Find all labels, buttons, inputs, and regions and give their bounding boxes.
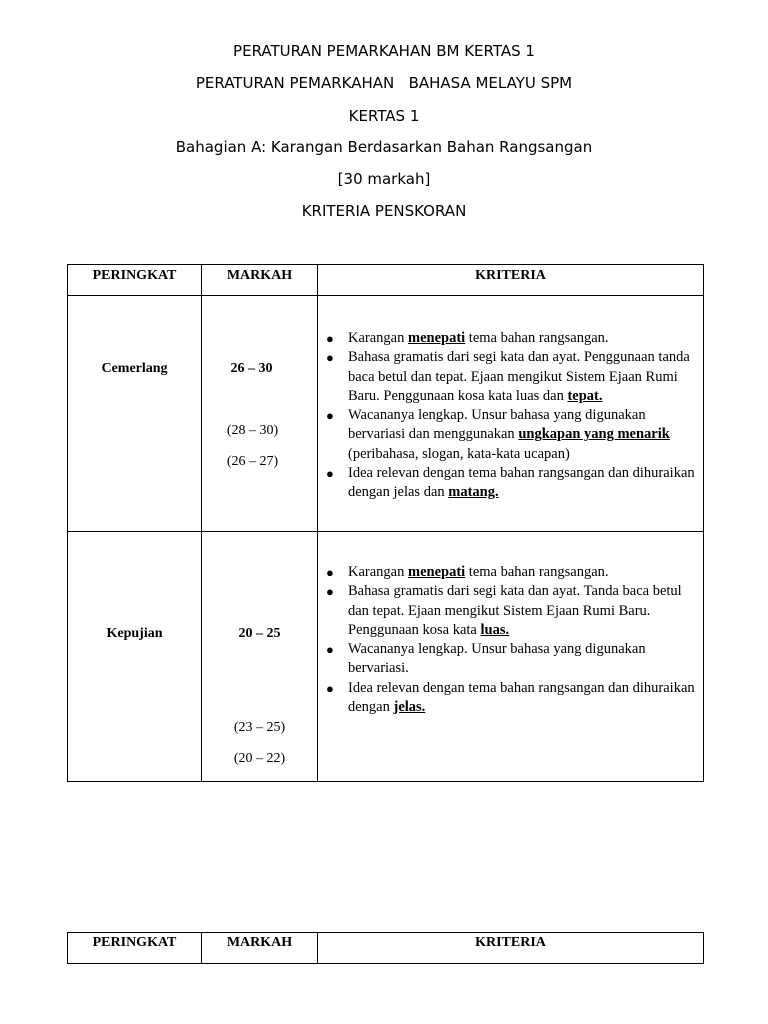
list-item: ● Karangan menepati tema bahan rangsangan. — [318, 563, 697, 582]
bullet-dot-icon: ● — [326, 642, 334, 658]
bullet-dot-icon: ● — [326, 584, 334, 600]
marks-range: 20 – 25 — [238, 626, 281, 641]
list-item: ● Karangan menepati tema bahan rangsangan. — [318, 329, 697, 348]
marks-cell — [202, 296, 318, 532]
bullet-dot-icon: ● — [326, 331, 334, 346]
bullet-dot-icon: ● — [326, 408, 334, 424]
section-title: Bahagian A: Karangan Berdasarkan Bahan Rangsangan — [175, 138, 593, 156]
column-header-marks: MARKAH — [202, 265, 318, 296]
level-cell — [68, 296, 202, 532]
list-item: ● Bahasa gramatis dari segi kata dan ayat. Tanda baca betul dan tepat. Ejaan mengikut Sistem Ejaan Rumi Baru. Penggunaan kosa kata luas. — [326, 583, 682, 638]
marks-label: [30 markah] — [337, 170, 431, 188]
table-row — [68, 296, 704, 532]
table-header-row — [68, 933, 704, 964]
sub-range: (26 – 27) — [226, 454, 279, 469]
list-item: ● Bahasa gramatis dari segi kata dan ayat. Penggunaan tanda baca betul dan tepat. Ejaan mengikut Sistem Ejaan Rumi Baru. Penggunaan kosa kata luas dan tepat. — [326, 349, 690, 404]
list-item: ● Wacananya lengkap. Unsur bahasa yang digunakan bervariasi dan menggunakan ungkapan yang menarik (peribahasa, slogan, kata-kata ucapan) — [326, 407, 670, 462]
table-header-row — [68, 265, 704, 296]
bullet-dot-icon: ● — [326, 466, 334, 482]
level-cell — [68, 532, 202, 782]
list-item: ● Wacananya lengkap. Unsur bahasa yang digunakan bervariasi. — [326, 641, 646, 677]
list-item: ● Idea relevan dengan tema bahan rangsangan dan dihuraikan dengan jelas dan matang. — [326, 465, 695, 501]
level-label: Cemerlang — [101, 361, 168, 376]
document-title: PERATURAN PEMARKAHAN BAHASA MELAYU SPM — [195, 74, 573, 92]
criteria-cell — [318, 532, 704, 782]
bullet-dot-icon: ● — [326, 680, 334, 696]
column-header-marks: MARKAH — [202, 933, 318, 964]
bullet-dot-icon: ● — [326, 565, 334, 580]
scoring-table-continued — [67, 932, 704, 964]
bullet-dot-icon: ● — [326, 350, 334, 366]
criteria-list — [318, 329, 697, 503]
column-header-level: PERINGKAT — [68, 265, 202, 296]
scoring-table — [67, 264, 704, 782]
sub-range: (20 – 22) — [233, 751, 286, 766]
marks-range: 26 – 30 — [230, 361, 273, 376]
list-item: ● Idea relevan dengan tema bahan rangsangan dan dihuraikan dengan jelas. — [326, 679, 695, 716]
sub-range: (23 – 25) — [233, 720, 286, 735]
running-header: PERATURAN PEMARKAHAN BM KERTAS 1 — [233, 42, 535, 60]
table-row — [68, 532, 704, 782]
sub-range: (28 – 30) — [226, 423, 279, 438]
criteria-cell — [318, 296, 704, 532]
paper-label: KERTAS 1 — [348, 107, 420, 125]
column-header-level: PERINGKAT — [68, 933, 202, 964]
criteria-list — [318, 563, 697, 717]
column-header-criteria: KRITERIA — [318, 265, 704, 296]
level-label: Kepujian — [106, 626, 163, 641]
column-header-criteria: KRITERIA — [318, 933, 704, 964]
criteria-heading: KRITERIA PENSKORAN — [301, 202, 467, 220]
marks-cell — [202, 532, 318, 782]
